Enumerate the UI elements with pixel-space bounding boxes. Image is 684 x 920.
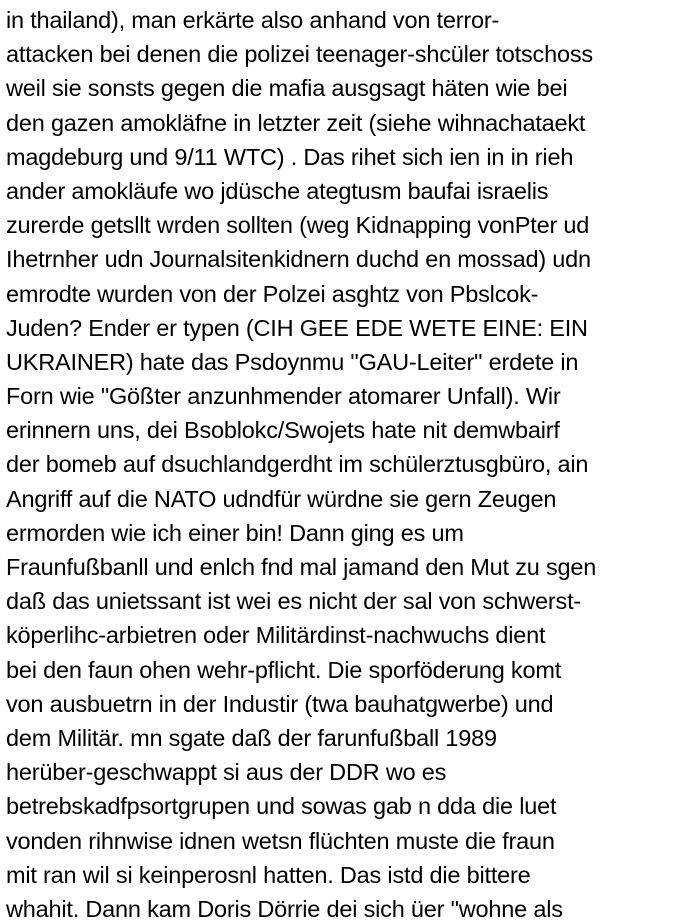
text-line: vonden rihnwise idnen wetsn flüchten muste die fraun xyxy=(6,827,555,854)
text-line: daß das unietssant ist wei es nicht der sal von schwerst- xyxy=(6,588,582,615)
text-line: erinnern uns, dei Bsoblokc/Swojets hate nit demwbairf xyxy=(6,417,560,444)
text-line: köperlihc-arbietren oder Militärdinst-nachwuchs dient xyxy=(6,622,546,649)
text-line: Ihetrnher udn Journalsitenkidnern duchd en mossad) udn xyxy=(6,246,591,273)
text-line: ander amokläufe wo jdüsche ategtusm baufai israelis xyxy=(6,177,549,204)
text-line: mit ran wil si keinperosnl hatten. Das istd die bittere xyxy=(6,861,531,888)
text-line: magdeburg und 9/11 WTC) . Das rihet sich ien in in rieh xyxy=(6,143,574,170)
text-line: zurerde getsllt wrden sollten (weg Kidnapping vonPter ud xyxy=(6,212,590,239)
text-line: Forn wie "Gößter anzunhmender atomarer Unfall). Wir xyxy=(6,383,561,410)
text-line: von ausbuetrn in der Industir (twa bauhatgwerbe) und xyxy=(6,690,554,717)
text-line: whahit. Dann kam Doris Dörrie dei sich üer "wohne als xyxy=(6,895,563,920)
text-line: UKRAINER) hate das Psdoynmu "GAU-Leiter" erdete in xyxy=(6,348,579,375)
text-line: den gazen amokläfne in letzter zeit (siehe wihnachataekt xyxy=(6,109,586,136)
text-line: herüber-geschwappt si aus der DDR wo es xyxy=(6,759,447,786)
text-line: Juden? Ender er typen (CIH GEE EDE WETE EINE: EIN xyxy=(6,314,588,341)
text-line: dem Militär. mn sgate daß der farunfußball 1989 xyxy=(6,724,497,751)
text-line: in thailand), man erkärte also anhand von terror- xyxy=(6,7,500,33)
text-line: der bomeb auf dsuchlandgerdht im schülerztusgbüro, ain xyxy=(6,451,589,478)
text-line: Angriff auf die NATO udndfür würdne sie gern Zeugen xyxy=(6,485,557,512)
text-line: Fraunfußbanll und enlch fnd mal jamand den Mut zu sgen xyxy=(6,554,597,580)
text-line: weil sie sonsts gegen die mafia ausgsagt häten wie bei xyxy=(6,75,568,102)
body-text xyxy=(6,3,682,920)
text-line: emrodte wurden von der Polzei asghtz von Pbslcok- xyxy=(6,280,539,307)
text-line: attacken bei denen die polizei teenager-shcüler totschoss xyxy=(6,41,593,68)
text-line: bei den faun ohen wehr-pflicht. Die sporföderung komt xyxy=(6,656,562,683)
text-line: ermorden wie ich einer bin! Dann ging es um xyxy=(6,519,464,546)
text-line: betrebskadfpsortgrupen und sowas gab n dda die luet xyxy=(6,793,557,820)
